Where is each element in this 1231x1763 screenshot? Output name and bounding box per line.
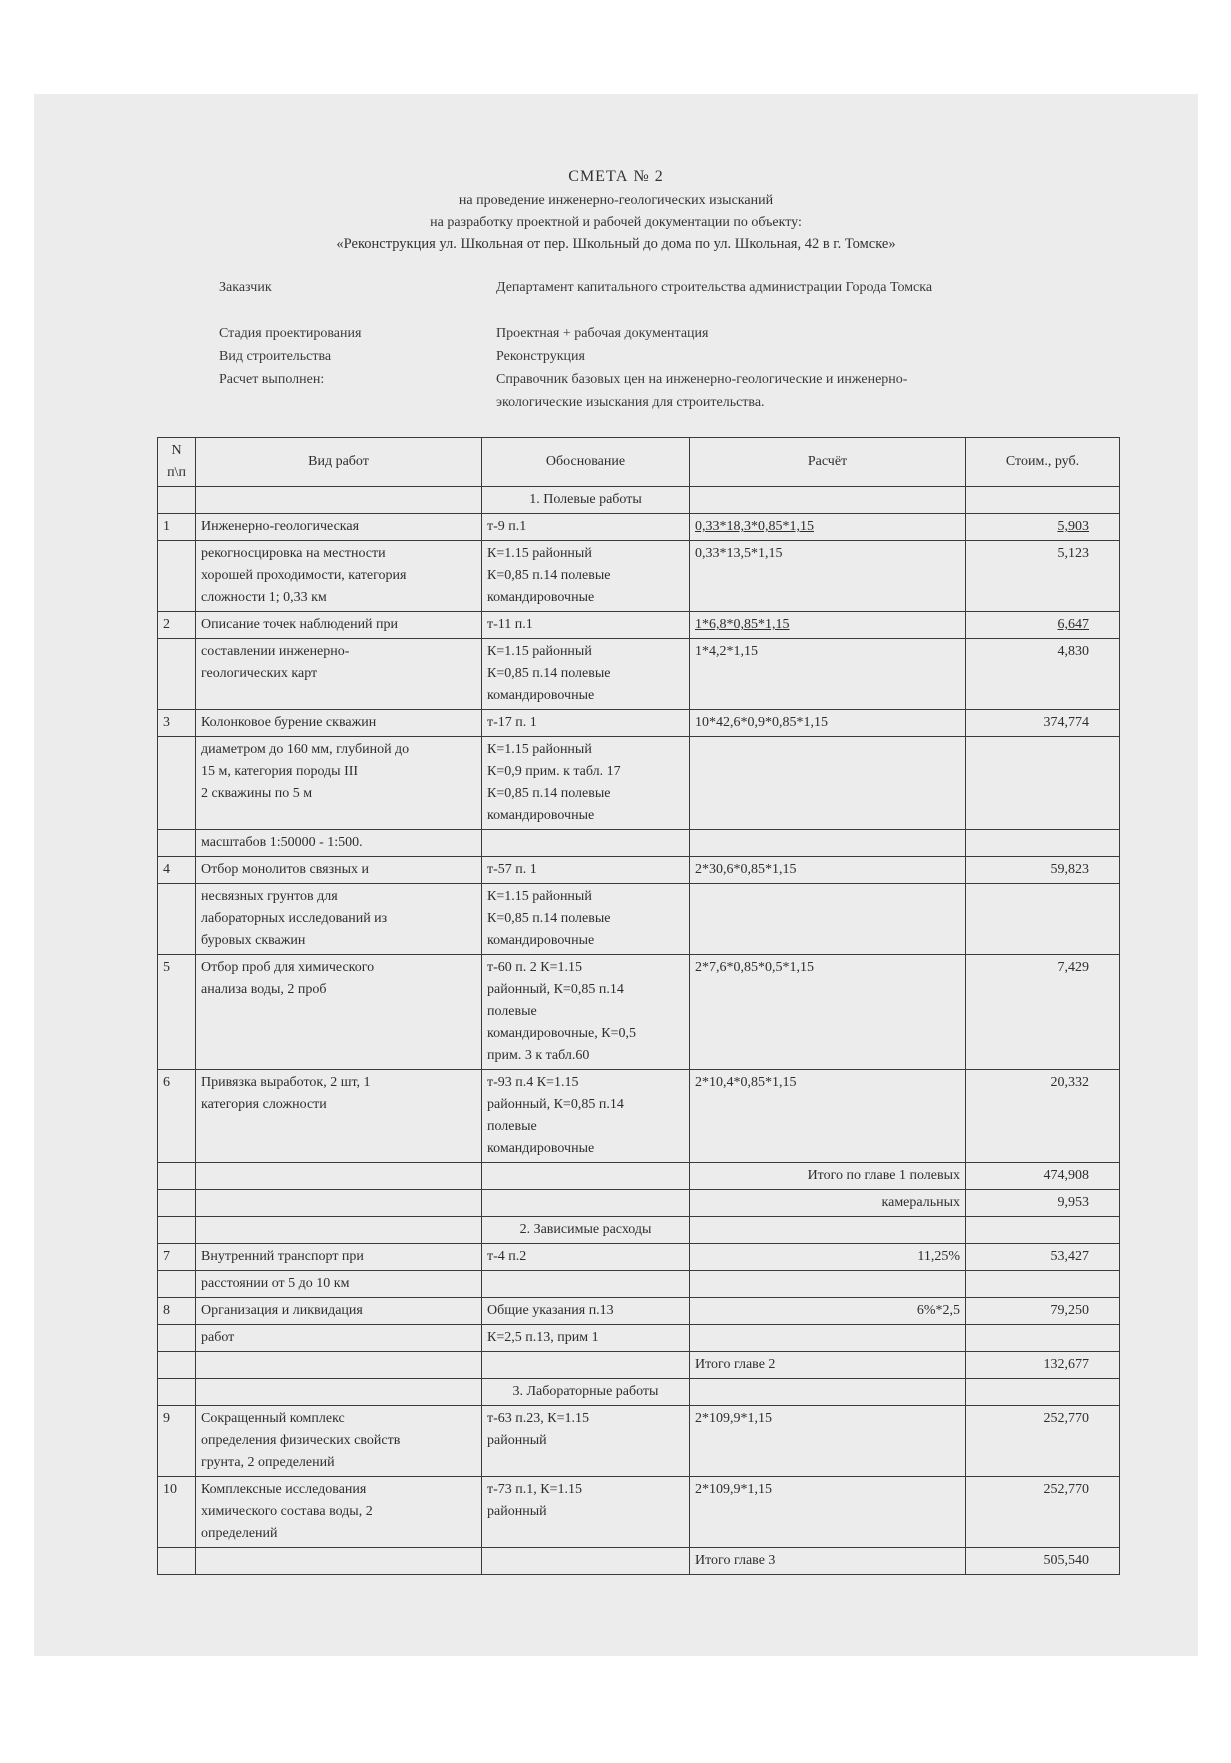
table-row	[158, 1477, 1120, 1548]
cost-cell: 374,774	[966, 710, 1120, 737]
total-row	[158, 1548, 1120, 1575]
calc-label: Расчет выполнен:	[219, 372, 325, 387]
calc-cell: 2*109,9*1,15	[690, 1477, 966, 1548]
table-row	[158, 1325, 1120, 1352]
work-cell: Описание точек наблюдений при	[196, 612, 482, 639]
col-header-calc: Расчёт	[690, 438, 966, 487]
col-header-work: Вид работ	[196, 438, 482, 487]
calc-value-line-2: экологические изыскания для строительства.	[496, 395, 765, 410]
total-row	[158, 1190, 1120, 1217]
object-name: «Реконструкция ул. Школьная от пер. Школьный до дома по ул. Школьная, 42 в г. Томске»	[336, 236, 896, 252]
basis-cell: Общие указания п.13	[482, 1298, 690, 1325]
col-header-number: N п\п	[158, 438, 196, 487]
calc-cell: 2*10,4*0,85*1,15	[690, 1070, 966, 1163]
row-number: 8	[158, 1298, 196, 1325]
cost-cell: 59,823	[966, 857, 1120, 884]
section-row	[158, 1217, 1120, 1244]
work-cell: Комплексные исследования химического состава воды, 2 определений	[196, 1477, 482, 1548]
calc-value-line-1: Справочник базовых цен на инженерно-геологические и инженерно-	[496, 372, 908, 387]
work-cell: Организация и ликвидация	[196, 1298, 482, 1325]
total-row	[158, 1352, 1120, 1379]
work-cell: несвязных грунтов для лабораторных исследований из буровых скважин	[196, 884, 482, 955]
basis-cell: т-4 п.2	[482, 1244, 690, 1271]
basis-cell: т-17 п. 1	[482, 710, 690, 737]
row-number: 1	[158, 514, 196, 541]
customer-value: Департамент капитального строительства администрации Города Томска	[496, 280, 933, 295]
table-row	[158, 541, 1120, 612]
calc-cell: 2*109,9*1,15	[690, 1406, 966, 1477]
calc-cell: 6%*2,5	[690, 1298, 966, 1325]
cameral-label: камеральных	[690, 1190, 966, 1217]
row-number: 5	[158, 955, 196, 1070]
calc-cell: 1*6,8*0,85*1,15	[690, 612, 966, 639]
work-cell: Отбор проб для химического анализа воды, 2 проб	[196, 955, 482, 1070]
cost-cell: 252,770	[966, 1477, 1120, 1548]
col-header-basis: Обоснование	[482, 438, 690, 487]
basis-cell: К=2,5 п.13, прим 1	[482, 1325, 690, 1352]
cost-cell: 5,123	[966, 541, 1120, 612]
basis-cell: т-60 п. 2 К=1.15 районный, К=0,85 п.14 полевые командировочные, К=0,5 прим. 3 к табл.60	[482, 955, 690, 1070]
row-number: 10	[158, 1477, 196, 1548]
stage-label: Стадия проектирования	[219, 326, 362, 341]
row-number: 6	[158, 1070, 196, 1163]
table-row	[158, 857, 1120, 884]
work-cell: Сокращенный комплекс определения физических свойств грунта, 2 определений	[196, 1406, 482, 1477]
customer-label: Заказчик	[219, 280, 272, 295]
table-row	[158, 710, 1120, 737]
table-row	[158, 514, 1120, 541]
basis-cell: т-11 п.1	[482, 612, 690, 639]
work-cell: расстоянии от 5 до 10 км	[196, 1271, 482, 1298]
work-cell: Привязка выработок, 2 шт, 1 категория сложности	[196, 1070, 482, 1163]
stage-value: Проектная + рабочая документация	[496, 326, 709, 341]
table-header-row	[158, 438, 1120, 487]
document-subtitle-2: на разработку проектной и рабочей документации по объекту:	[430, 215, 802, 230]
table-row	[158, 955, 1120, 1070]
work-cell: Внутренний транспорт при	[196, 1244, 482, 1271]
row-number: 2	[158, 612, 196, 639]
calc-cell: 2*7,6*0,85*0,5*1,15	[690, 955, 966, 1070]
section-row	[158, 1379, 1120, 1406]
basis-cell: К=1.15 районный К=0,85 п.14 полевые командировочные	[482, 884, 690, 955]
document-sheet	[34, 94, 1198, 1656]
row-number: 9	[158, 1406, 196, 1477]
section-row	[158, 487, 1120, 514]
cameral-value: 9,953	[966, 1190, 1120, 1217]
work-cell: рекогносцировка на местности хорошей проходимости, категория сложности 1; 0,33 км	[196, 541, 482, 612]
section-title: 3. Лабораторные работы	[482, 1379, 690, 1406]
total-label: Итого главе 2	[690, 1352, 966, 1379]
section-title: 2. Зависимые расходы	[482, 1217, 690, 1244]
cost-cell: 79,250	[966, 1298, 1120, 1325]
document-title: СМЕТА № 2	[568, 168, 664, 185]
cost-cell: 252,770	[966, 1406, 1120, 1477]
estimate-table	[157, 437, 1120, 1575]
table-row	[158, 1406, 1120, 1477]
basis-cell: т-93 п.4 К=1.15 районный, К=0,85 п.14 полевые командировочные	[482, 1070, 690, 1163]
total-value: 505,540	[966, 1548, 1120, 1575]
cost-cell: 53,427	[966, 1244, 1120, 1271]
calc-cell: 10*42,6*0,9*0,85*1,15	[690, 710, 966, 737]
work-cell: Отбор монолитов связных и	[196, 857, 482, 884]
basis-cell: т-73 п.1, К=1.15 районный	[482, 1477, 690, 1548]
table-row	[158, 639, 1120, 710]
table-row	[158, 612, 1120, 639]
total-value: 132,677	[966, 1352, 1120, 1379]
table-row	[158, 1271, 1120, 1298]
cost-cell: 6,647	[966, 612, 1120, 639]
work-cell: Инженерно-геологическая	[196, 514, 482, 541]
cost-cell: 7,429	[966, 955, 1120, 1070]
total-label: Итого главе 3	[690, 1548, 966, 1575]
cost-cell: 20,332	[966, 1070, 1120, 1163]
cost-cell: 5,903	[966, 514, 1120, 541]
total-row	[158, 1163, 1120, 1190]
work-cell: масштабов 1:50000 - 1:500.	[196, 830, 482, 857]
total-label: Итого по главе 1 полевых	[690, 1163, 966, 1190]
cost-cell: 4,830	[966, 639, 1120, 710]
table-row	[158, 830, 1120, 857]
construction-type-label: Вид строительства	[219, 349, 332, 364]
total-value: 474,908	[966, 1163, 1120, 1190]
basis-cell: К=1.15 районный К=0,9 прим. к табл. 17 К=0,85 п.14 полевые командировочные	[482, 737, 690, 830]
table-row	[158, 1298, 1120, 1325]
basis-cell: К=1.15 районный К=0,85 п.14 полевые командировочные	[482, 541, 690, 612]
work-cell: диаметром до 160 мм, глубиной до 15 м, категория породы III 2 скважины по 5 м	[196, 737, 482, 830]
calc-cell: 0,33*13,5*1,15	[690, 541, 966, 612]
calc-cell: 0,33*18,3*0,85*1,15	[690, 514, 966, 541]
work-cell: работ	[196, 1325, 482, 1352]
row-number: 7	[158, 1244, 196, 1271]
table-row	[158, 1070, 1120, 1163]
construction-type-value: Реконструкция	[496, 349, 585, 364]
table-row	[158, 737, 1120, 830]
col-header-cost: Стоим., руб.	[966, 438, 1120, 487]
table-row	[158, 1244, 1120, 1271]
section-title: 1. Полевые работы	[482, 487, 690, 514]
row-number: 4	[158, 857, 196, 884]
table-row	[158, 884, 1120, 955]
document-subtitle-1: на проведение инженерно-геологических изысканий	[458, 193, 774, 208]
work-cell: Колонковое бурение скважин	[196, 710, 482, 737]
calc-cell: 1*4,2*1,15	[690, 639, 966, 710]
basis-cell: К=1.15 районный К=0,85 п.14 полевые командировочные	[482, 639, 690, 710]
work-cell: составлении инженерно- геологических карт	[196, 639, 482, 710]
basis-cell: т-57 п. 1	[482, 857, 690, 884]
row-number: 3	[158, 710, 196, 737]
basis-cell: т-9 п.1	[482, 514, 690, 541]
calc-cell: 11,25%	[690, 1244, 966, 1271]
basis-cell: т-63 п.23, К=1.15 районный	[482, 1406, 690, 1477]
calc-cell: 2*30,6*0,85*1,15	[690, 857, 966, 884]
